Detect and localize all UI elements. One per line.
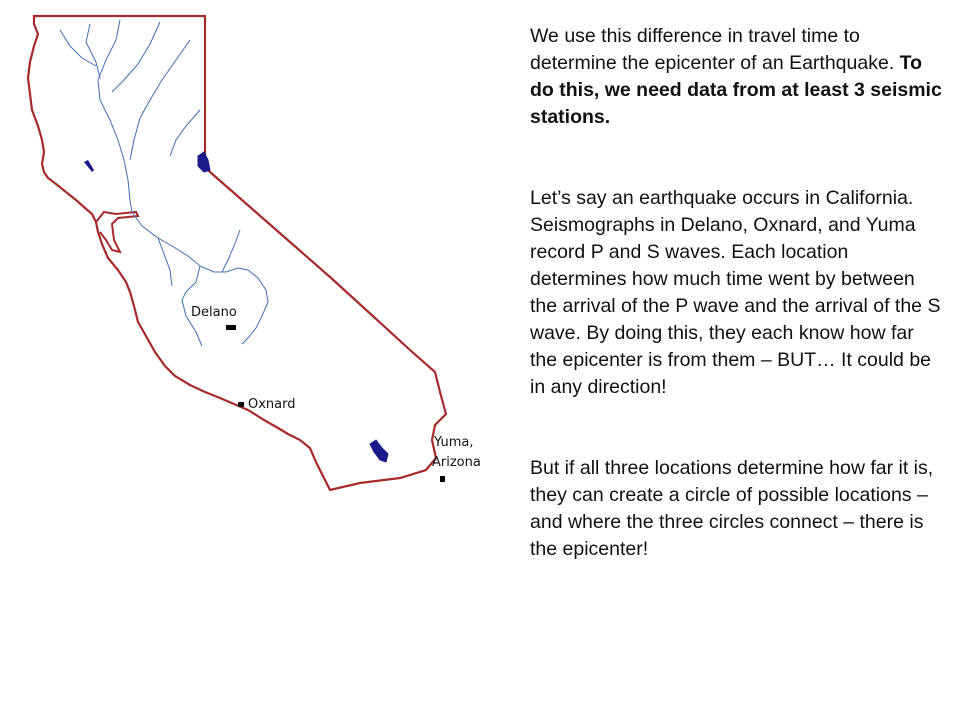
salton-sea	[370, 440, 388, 462]
intro-paragraph	[530, 23, 942, 131]
lake-tahoe	[198, 152, 210, 172]
conclusion-paragraph: But if all three locations determine how far it is, they can create a circle of possible locations – and where the three circles connect – there is the epicenter!	[530, 457, 934, 560]
intro-bold-text: To do this, we need data from at least 3 seismic stations.	[530, 52, 942, 128]
yuma-label-line2: Arizona	[432, 455, 481, 470]
california-map	[0, 0, 520, 520]
california-border	[28, 16, 446, 490]
oxnard-marker	[238, 402, 244, 407]
yuma-label-line1: Yuma,	[434, 435, 474, 450]
yuma-marker	[440, 476, 445, 482]
oxnard-label: Oxnard	[248, 397, 296, 412]
delano-marker	[226, 325, 236, 330]
delano-label: Delano	[191, 305, 237, 320]
scenario-paragraph: Let’s say an earthquake occurs in California. Seismographs in Delano, Oxnard, and Yuma record P and S waves. Each location determines how much time went by between the arrival of the P wave and the arrival of the S wave. By doing this, they each know how far the epicenter is from them – BUT… It could be in any direction!	[530, 187, 941, 398]
intro-text: We use this difference in travel time to determine the epicenter of an Earthquake.	[530, 25, 900, 74]
clear-lake	[84, 160, 94, 172]
text-panel	[530, 23, 942, 563]
rivers	[60, 20, 268, 346]
